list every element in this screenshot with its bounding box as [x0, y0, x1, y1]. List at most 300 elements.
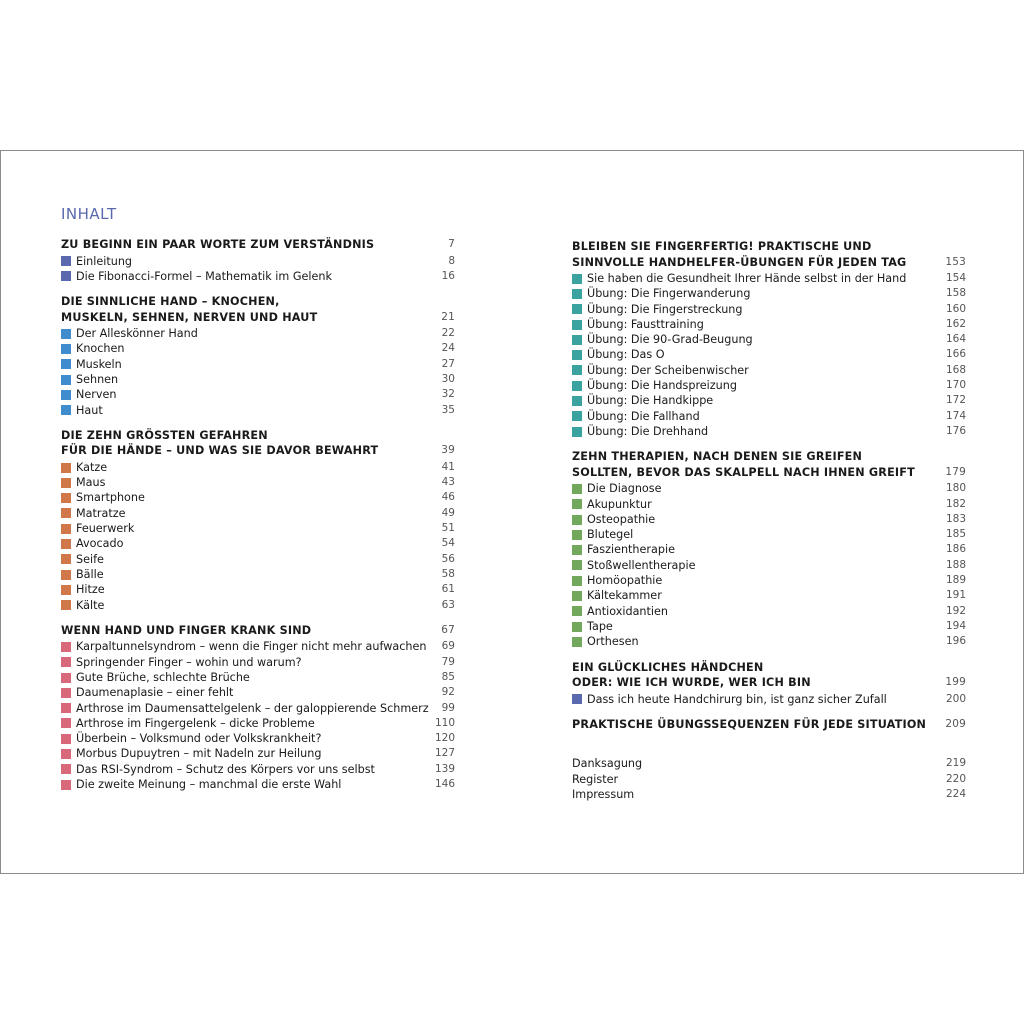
toc-entry-page: 120 — [434, 732, 455, 745]
toc-entry-label: Übung: Fausttraining — [587, 317, 704, 331]
toc-entry[interactable] — [572, 604, 966, 619]
color-marker-icon — [572, 365, 582, 375]
toc-entry-label-group — [61, 326, 198, 341]
toc-entry-label: Übung: Die Fingerstreckung — [587, 302, 743, 316]
toc-entry-label-group — [572, 481, 662, 496]
color-marker-icon — [61, 585, 71, 595]
toc-entry-label-group — [572, 317, 704, 332]
toc-entry-page: 56 — [441, 552, 455, 565]
toc-right-column — [572, 239, 966, 802]
toc-entry[interactable] — [61, 582, 455, 597]
section-title: PRAKTISCHE ÜBUNGSSEQUENZEN FÜR JEDE SITUATION — [572, 717, 927, 731]
color-marker-icon — [61, 375, 71, 385]
toc-section — [61, 294, 455, 418]
color-marker-icon — [61, 780, 71, 790]
toc-section — [572, 239, 966, 439]
toc-entry[interactable] — [61, 731, 455, 746]
book-spread — [0, 150, 1024, 874]
toc-entry-label: Morbus Dupuytren – mit Nadeln zur Heilung — [76, 747, 322, 761]
toc-entry-label-group — [61, 506, 126, 521]
color-marker-icon — [61, 539, 71, 549]
toc-entry-label-group — [61, 475, 105, 490]
section-title: DIE ZEHN GRÖSSTEN GEFAHREN FÜR DIE HÄNDE – UND WAS SIE DAVOR BEWAHRT — [61, 428, 379, 458]
toc-entry-label-group — [61, 582, 105, 597]
toc-entry-label-group — [61, 685, 233, 700]
toc-entry-page: 191 — [945, 589, 966, 602]
section-heading[interactable] — [572, 660, 966, 691]
toc-entry-label: Blutegel — [587, 528, 634, 542]
toc-entry-label-group — [61, 403, 103, 418]
toc-section — [61, 237, 455, 284]
toc-entry[interactable] — [61, 701, 455, 716]
color-marker-icon — [572, 560, 582, 570]
toc-entry[interactable] — [572, 302, 966, 317]
toc-entry-page: 192 — [945, 604, 966, 617]
toc-entry-page: 168 — [945, 363, 966, 376]
toc-entry-page: 176 — [945, 424, 966, 437]
toc-entry-label: Faszientherapie — [587, 543, 675, 557]
color-marker-icon — [61, 749, 71, 759]
toc-entry-label-group — [61, 460, 107, 475]
toc-entry-label: Homöopathie — [587, 574, 663, 588]
toc-section — [61, 428, 455, 613]
toc-entry-label-group — [572, 409, 700, 424]
toc-entry[interactable] — [61, 655, 455, 670]
color-marker-icon — [61, 508, 71, 518]
toc-entry-page: 158 — [945, 287, 966, 300]
toc-entry-page: 43 — [441, 476, 455, 489]
section-heading[interactable] — [61, 237, 455, 253]
toc-section — [572, 660, 966, 707]
toc-entry-page: 24 — [441, 342, 455, 355]
toc-entry-label: Antioxidantien — [587, 604, 668, 618]
toc-entry-label-group — [61, 372, 118, 387]
toc-entry-page: 85 — [441, 670, 455, 683]
toc-entry-page: 30 — [441, 372, 455, 385]
color-marker-icon — [61, 524, 71, 534]
toc-entry-label-group — [572, 286, 750, 301]
section-title: ZEHN THERAPIEN, NACH DENEN SIE GREIFEN SOLLTEN, BEVOR DAS SKALPELL NACH IHNEN GREIFT — [572, 450, 915, 479]
toc-entry-page: 51 — [441, 522, 455, 535]
toc-entry-page: 188 — [945, 558, 966, 571]
toc-entry[interactable] — [572, 619, 966, 634]
toc-entry-label: Übung: Der Scheibenwischer — [587, 363, 749, 377]
section-page-number: 199 — [945, 676, 966, 689]
color-marker-icon — [61, 570, 71, 580]
toc-entry[interactable] — [572, 481, 966, 496]
toc-title: INHALT — [61, 205, 117, 223]
toc-entry-page: 182 — [945, 497, 966, 510]
toc-entry-page: 170 — [945, 379, 966, 392]
back-matter-gap — [572, 742, 966, 756]
toc-entry-page: 49 — [441, 506, 455, 519]
section-page-number: 209 — [945, 717, 966, 730]
toc-entry-label: Akupunktur — [587, 497, 652, 511]
toc-entry-label: Knochen — [76, 342, 125, 356]
toc-entry-page: 58 — [441, 567, 455, 580]
color-marker-icon — [61, 256, 71, 266]
color-marker-icon — [572, 530, 582, 540]
color-marker-icon — [61, 703, 71, 713]
toc-entry[interactable] — [572, 512, 966, 527]
toc-entry[interactable] — [61, 341, 455, 356]
toc-entry-label: Die zweite Meinung – manchmal die erste Wahl — [76, 778, 342, 792]
toc-entry-page: 16 — [441, 269, 455, 282]
toc-entry[interactable] — [61, 552, 455, 567]
toc-entry-label-group — [572, 619, 613, 634]
toc-entry-label-group — [572, 527, 633, 542]
section-title: WENN HAND UND FINGER KRANK SIND — [61, 623, 312, 637]
color-marker-icon — [572, 606, 582, 616]
toc-entry[interactable] — [572, 378, 966, 393]
toc-entry-label: Daumenaplasie – einer fehlt — [76, 686, 234, 700]
color-marker-icon — [61, 554, 71, 564]
toc-entry-label: Orthesen — [587, 635, 639, 649]
toc-entry-label: Übung: Die Fallhand — [587, 409, 700, 423]
section-page-number: 153 — [945, 255, 966, 268]
toc-entry-label-group — [61, 639, 426, 654]
right-sections — [572, 239, 966, 732]
toc-section — [572, 717, 966, 733]
toc-entry-label-group — [61, 762, 375, 777]
toc-entry-page: 22 — [441, 327, 455, 340]
toc-entry[interactable] — [572, 692, 966, 707]
toc-entry[interactable] — [61, 777, 455, 792]
color-marker-icon — [572, 484, 582, 494]
color-marker-icon — [61, 642, 71, 652]
toc-entry-page: 69 — [441, 640, 455, 653]
toc-entry[interactable] — [61, 326, 455, 341]
toc-entry-label: Nerven — [76, 388, 117, 402]
toc-entry-label-group — [61, 716, 315, 731]
color-marker-icon — [61, 718, 71, 728]
toc-entry-page: 146 — [434, 778, 455, 791]
toc-entry[interactable] — [61, 403, 455, 418]
section-page-number: 7 — [448, 238, 455, 250]
toc-entry-page: 164 — [945, 333, 966, 346]
toc-entry-label: Sehnen — [76, 372, 119, 386]
toc-entry-label: Avocado — [76, 537, 124, 551]
toc-entry-label-group — [572, 424, 708, 439]
toc-entry[interactable] — [61, 506, 455, 521]
color-marker-icon — [572, 304, 582, 314]
toc-entry[interactable] — [572, 558, 966, 573]
toc-entry[interactable] — [572, 424, 966, 439]
toc-entry-label: Stoßwellentherapie — [587, 558, 696, 572]
color-marker-icon — [572, 515, 582, 525]
back-matter-page: 224 — [945, 787, 966, 800]
toc-entry-label: Das RSI-Syndrom – Schutz des Körpers vor uns selbst — [76, 762, 375, 776]
toc-entry-label-group — [572, 588, 662, 603]
color-marker-icon — [61, 478, 71, 488]
toc-entry-label-group — [61, 701, 429, 716]
section-title: DIE SINNLICHE HAND – KNOCHEN, MUSKELN, SEHNEN, NERVEN UND HAUT — [61, 295, 318, 324]
section-heading[interactable] — [61, 428, 455, 459]
toc-entry-label-group — [61, 254, 132, 269]
toc-entry-label-group — [61, 670, 250, 685]
back-matter-label: Danksagung — [572, 757, 643, 771]
back-matter-entry[interactable] — [572, 787, 966, 802]
toc-entry-label: Übung: Die Handspreizung — [587, 379, 737, 393]
toc-entry-page: 154 — [945, 272, 966, 284]
color-marker-icon — [572, 622, 582, 632]
toc-entry[interactable] — [61, 269, 455, 284]
toc-entry-label: Feuerwerk — [76, 522, 135, 536]
toc-entry-page: 8 — [448, 254, 455, 267]
toc-entry-label: Einleitung — [76, 254, 133, 268]
toc-entry-label: Tape — [587, 619, 613, 633]
toc-entry-label: Der Alleskönner Hand — [76, 327, 198, 341]
section-page-number: 67 — [441, 623, 455, 636]
toc-entry-label-group — [61, 777, 341, 792]
toc-entry-label-group — [61, 655, 302, 670]
toc-entry-label: Smartphone — [76, 491, 145, 505]
toc-entry-label-group — [572, 512, 655, 527]
color-marker-icon — [572, 499, 582, 509]
toc-entry[interactable] — [572, 332, 966, 347]
toc-entry-label: Karpaltunnelsyndrom – wenn die Finger nicht mehr aufwachen — [76, 640, 427, 654]
toc-entry[interactable] — [572, 363, 966, 378]
toc-entry-label-group — [572, 558, 696, 573]
toc-entry-label: Die Fibonacci-Formel – Mathematik im Gelenk — [76, 269, 332, 283]
toc-section — [61, 623, 455, 792]
toc-entry-page: 79 — [441, 655, 455, 668]
toc-entry[interactable] — [61, 387, 455, 402]
toc-entry-label-group — [572, 393, 713, 408]
toc-entry-label: Haut — [76, 403, 103, 417]
toc-entry[interactable] — [61, 567, 455, 582]
section-heading[interactable] — [572, 449, 966, 480]
color-marker-icon — [61, 688, 71, 698]
toc-entry-label-group — [572, 302, 742, 317]
toc-entry-label-group — [572, 497, 652, 512]
back-matter — [572, 756, 966, 802]
toc-entry-label-group — [61, 269, 332, 284]
toc-entry[interactable] — [61, 598, 455, 613]
toc-entry-page: 183 — [945, 512, 966, 525]
color-marker-icon — [61, 600, 71, 610]
color-marker-icon — [61, 493, 71, 503]
toc-entry-label: Katze — [76, 460, 108, 474]
color-marker-icon — [572, 289, 582, 299]
toc-entry-label: Bälle — [76, 567, 104, 581]
toc-entry-page: 127 — [434, 747, 455, 760]
toc-entry-label-group — [61, 490, 145, 505]
toc-entry-label-group — [572, 692, 887, 707]
section-page-number: 39 — [441, 444, 455, 457]
toc-section — [572, 449, 966, 649]
toc-entry-label-group — [61, 357, 122, 372]
toc-entry-label-group — [61, 598, 104, 613]
toc-entry-label: Osteopathie — [587, 512, 656, 526]
section-page-number: 21 — [441, 310, 455, 323]
color-marker-icon — [572, 591, 582, 601]
color-marker-icon — [61, 764, 71, 774]
toc-entry-page: 54 — [441, 537, 455, 550]
back-matter-entry[interactable] — [572, 756, 966, 771]
section-title: BLEIBEN SIE FINGERFERTIG! PRAKTISCHE UND SINNVOLLE HANDHELFER-ÜBUNGEN FÜR JEDEN TAG — [572, 240, 907, 269]
toc-entry-page: 63 — [441, 598, 455, 611]
toc-entry-label-group — [572, 542, 675, 557]
toc-entry-label: Maus — [76, 476, 106, 490]
toc-entry[interactable] — [572, 497, 966, 512]
toc-entry-label: Kälte — [76, 598, 105, 612]
color-marker-icon — [572, 694, 582, 704]
toc-entry[interactable] — [572, 634, 966, 649]
toc-entry-page: 160 — [945, 302, 966, 315]
section-title: EIN GLÜCKLICHES HÄNDCHEN ODER: WIE ICH WURDE, WER ICH BIN — [572, 660, 811, 690]
toc-entry[interactable] — [572, 393, 966, 408]
toc-entry-label-group — [61, 567, 104, 582]
toc-entry-page: 185 — [945, 528, 966, 541]
section-heading[interactable] — [572, 717, 966, 733]
toc-entry-page: 35 — [441, 403, 455, 416]
back-matter-label: Register — [572, 772, 619, 786]
section-title: ZU BEGINN EIN PAAR WORTE ZUM VERSTÄNDNIS — [61, 238, 375, 251]
toc-entry[interactable] — [572, 271, 966, 286]
toc-entry-label: Muskeln — [76, 357, 122, 371]
toc-entry-page: 174 — [945, 409, 966, 422]
toc-entry-label: Seife — [76, 552, 104, 566]
color-marker-icon — [572, 411, 582, 421]
toc-entry[interactable] — [572, 286, 966, 301]
toc-left-column — [61, 237, 455, 802]
toc-entry-label: Dass ich heute Handchirurg bin, ist ganz sicher Zufall — [587, 692, 887, 706]
toc-entry[interactable] — [61, 746, 455, 761]
toc-entry[interactable] — [61, 685, 455, 700]
section-page-number: 179 — [945, 465, 966, 478]
toc-entry-page: 41 — [441, 460, 455, 473]
color-marker-icon — [61, 463, 71, 473]
color-marker-icon — [61, 344, 71, 354]
toc-entry-page: 180 — [945, 482, 966, 495]
toc-entry[interactable] — [61, 475, 455, 490]
toc-entry[interactable] — [572, 542, 966, 557]
toc-entry-label: Arthrose im Fingergelenk – dicke Probleme — [76, 716, 315, 730]
toc-entry-label-group — [572, 271, 906, 286]
toc-entry[interactable] — [61, 521, 455, 536]
toc-entry-page: 46 — [441, 491, 455, 504]
toc-entry[interactable] — [61, 536, 455, 551]
color-marker-icon — [61, 673, 71, 683]
toc-entry[interactable] — [572, 409, 966, 424]
toc-entry[interactable] — [61, 357, 455, 372]
toc-entry-label: Sie haben die Gesundheit Ihrer Hände selbst in der Hand — [587, 272, 907, 285]
toc-entry[interactable] — [61, 716, 455, 731]
toc-entry[interactable] — [61, 254, 455, 269]
color-marker-icon — [61, 359, 71, 369]
toc-entry-page: 92 — [441, 686, 455, 699]
toc-entry-label: Matratze — [76, 506, 126, 520]
toc-entry-page: 186 — [945, 543, 966, 556]
toc-entry-page: 189 — [945, 574, 966, 587]
toc-entry-label: Übung: Die Handkippe — [587, 394, 714, 408]
toc-entry[interactable] — [61, 639, 455, 654]
toc-entry-page: 166 — [945, 348, 966, 361]
color-marker-icon — [61, 390, 71, 400]
color-marker-icon — [572, 427, 582, 437]
toc-entry-label-group — [61, 536, 123, 551]
toc-entry-label-group — [572, 604, 668, 619]
color-marker-icon — [572, 320, 582, 330]
back-matter-page: 219 — [945, 757, 966, 770]
toc-entry-label-group — [572, 634, 639, 649]
toc-entry-label-group — [572, 573, 662, 588]
toc-entry-label-group — [61, 731, 321, 746]
color-marker-icon — [61, 329, 71, 339]
toc-entry-label-group — [61, 387, 116, 402]
toc-entry-label: Springender Finger – wohin und warum? — [76, 655, 302, 669]
toc-entry[interactable] — [572, 573, 966, 588]
color-marker-icon — [61, 657, 71, 667]
toc-entry-page: 61 — [441, 583, 455, 596]
toc-entry-label: Gute Brüche, schlechte Brüche — [76, 670, 250, 684]
toc-entry-label-group — [572, 363, 749, 378]
toc-entry-label-group — [61, 341, 125, 356]
toc-entry[interactable] — [61, 460, 455, 475]
toc-entry-label: Arthrose im Daumensattelgelenk – der galoppierende Schmerz — [76, 701, 429, 715]
toc-entry-label: Übung: Das O — [587, 348, 665, 362]
toc-entry-label: Die Diagnose — [587, 482, 662, 496]
toc-entry[interactable] — [61, 372, 455, 387]
toc-entry-page: 99 — [441, 701, 455, 714]
toc-entry-label-group — [572, 378, 737, 393]
color-marker-icon — [61, 271, 71, 281]
toc-entry-label: Hitze — [76, 583, 105, 597]
color-marker-icon — [572, 637, 582, 647]
toc-entry-label: Überbein – Volksmund oder Volkskrankheit? — [76, 732, 322, 746]
toc-entry[interactable] — [572, 588, 966, 603]
back-matter-page: 220 — [945, 772, 966, 785]
color-marker-icon — [572, 274, 582, 284]
color-marker-icon — [572, 545, 582, 555]
toc-entry-page: 110 — [434, 716, 455, 729]
toc-entry-page: 32 — [441, 388, 455, 401]
toc-entry-page: 194 — [945, 619, 966, 632]
back-matter-entry[interactable] — [572, 772, 966, 787]
toc-entry[interactable] — [572, 317, 966, 332]
toc-entry-label: Kältekammer — [587, 589, 662, 603]
color-marker-icon — [572, 350, 582, 360]
color-marker-icon — [61, 405, 71, 415]
toc-entry-label-group — [572, 332, 753, 347]
color-marker-icon — [572, 576, 582, 586]
toc-entry[interactable] — [61, 762, 455, 777]
toc-entry[interactable] — [61, 490, 455, 505]
section-heading[interactable] — [61, 623, 455, 639]
toc-entry-label: Übung: Die 90-Grad-Beugung — [587, 333, 753, 347]
toc-entry-label-group — [61, 552, 104, 567]
section-heading[interactable] — [61, 294, 455, 325]
toc-entry-page: 172 — [945, 394, 966, 407]
toc-entry-label: Übung: Die Drehhand — [587, 424, 709, 438]
toc-entry-page: 27 — [441, 357, 455, 370]
color-marker-icon — [61, 734, 71, 744]
section-heading[interactable] — [572, 239, 966, 270]
toc-entry-page: 139 — [434, 762, 455, 775]
toc-entry-label-group — [572, 347, 665, 362]
color-marker-icon — [572, 381, 582, 391]
toc-entry[interactable] — [572, 347, 966, 362]
toc-entry-label-group — [61, 746, 321, 761]
color-marker-icon — [572, 335, 582, 345]
toc-entry[interactable] — [572, 527, 966, 542]
toc-entry-page: 162 — [945, 317, 966, 330]
back-matter-label: Impressum — [572, 787, 635, 801]
toc-entry-label: Übung: Die Fingerwanderung — [587, 287, 751, 301]
toc-entry[interactable] — [61, 670, 455, 685]
color-marker-icon — [572, 396, 582, 406]
